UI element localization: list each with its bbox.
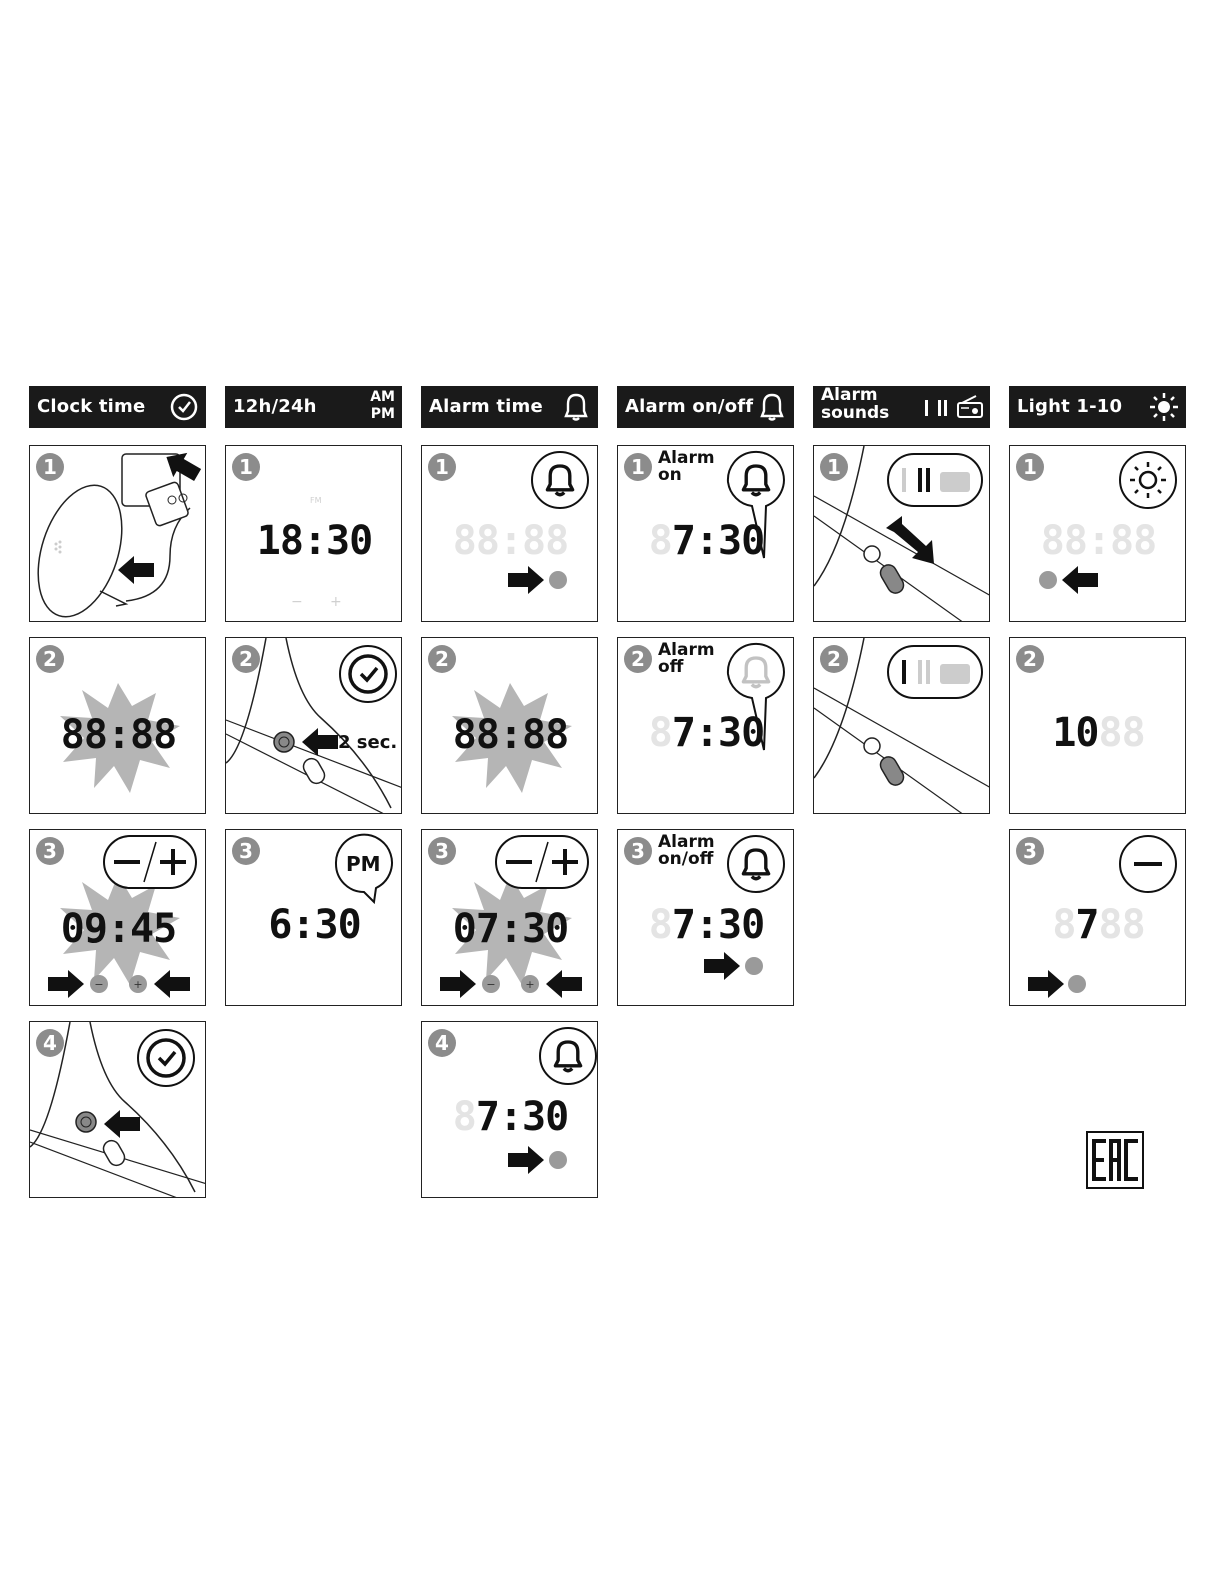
step-badge: 1 xyxy=(232,453,260,481)
alarm-time-step-2-panel xyxy=(421,637,598,814)
12h-step-3-panel xyxy=(225,829,402,1006)
step-badge: 2 xyxy=(428,645,456,673)
lcd-display: 09:45 xyxy=(60,906,177,952)
step-badge: 1 xyxy=(36,453,64,481)
lcd-display: 88:88 xyxy=(452,712,569,758)
two-seconds-label: 2 sec. xyxy=(338,732,398,753)
lcd-display: 88:88 xyxy=(60,712,177,758)
eac-certification-mark xyxy=(1086,1131,1144,1189)
header-alarm-on-off xyxy=(617,386,794,428)
step-badge: 3 xyxy=(428,837,456,865)
header-alarm-sounds xyxy=(813,386,990,428)
lcd-display: 6:30 xyxy=(268,902,361,948)
alarm-sounds-step-1-panel xyxy=(813,445,990,622)
lcd-display: 88:88 xyxy=(452,518,569,564)
step-badge: 2 xyxy=(232,645,260,673)
alarm-onoff-step-1-panel xyxy=(617,445,794,622)
step-badge: 4 xyxy=(428,1029,456,1057)
step-badge: 2 xyxy=(820,645,848,673)
clock-step-2-panel xyxy=(29,637,206,814)
header-title: Light 1-10 xyxy=(1017,396,1123,417)
bell-icon xyxy=(560,392,592,422)
header-light xyxy=(1009,386,1186,428)
header-title: Alarm sounds xyxy=(821,385,890,423)
step-badge: 1 xyxy=(428,453,456,481)
bell-icon xyxy=(756,392,788,422)
step-badge: 3 xyxy=(232,837,260,865)
svg-text:+: + xyxy=(133,978,143,991)
alarm-time-step-3-panel xyxy=(421,829,598,1006)
header-12h-24h xyxy=(225,386,402,428)
svg-text:−: − xyxy=(94,978,104,991)
step-badge: 2 xyxy=(624,645,652,673)
clock-icon xyxy=(168,392,200,422)
header-title: 12h/24h xyxy=(233,396,317,417)
plus-label: + xyxy=(330,594,342,610)
step-badge: 3 xyxy=(1016,837,1044,865)
header-title: Alarm on/off xyxy=(625,396,754,417)
sound-radio-icon xyxy=(922,392,986,422)
12h-step-1-panel xyxy=(225,445,402,622)
step-badge: 3 xyxy=(36,837,64,865)
clock-step-1-panel xyxy=(29,445,206,622)
step-badge: 2 xyxy=(36,645,64,673)
step-badge: 3 xyxy=(624,837,652,865)
alarm-onoff-step-2-panel xyxy=(617,637,794,814)
light-step-3-panel xyxy=(1009,829,1186,1006)
alarm-time-step-1-panel xyxy=(421,445,598,622)
light-step-2-panel xyxy=(1009,637,1186,814)
lcd-display: 07:30 xyxy=(452,906,569,952)
alarm-sounds-step-2-panel xyxy=(813,637,990,814)
alarm-onoff-label: Alarm on/off xyxy=(658,832,715,869)
step-badge: 4 xyxy=(36,1029,64,1057)
step-badge: 1 xyxy=(1016,453,1044,481)
lcd-display: 87:30 xyxy=(648,518,765,564)
header-clock-time xyxy=(29,386,206,428)
sun-icon xyxy=(1148,392,1180,422)
lcd-display: 87:30 xyxy=(452,1094,569,1140)
alarm-off-label: Alarm off xyxy=(658,640,715,677)
step-badge: 1 xyxy=(820,453,848,481)
lcd-display: 18:30 xyxy=(256,518,373,564)
lcd-display: 87:30 xyxy=(648,710,765,756)
step-badge: 2 xyxy=(1016,645,1044,673)
alarm-onoff-step-3-panel xyxy=(617,829,794,1006)
alarm-on-label: Alarm on xyxy=(658,448,715,485)
clock-step-4-panel xyxy=(29,1021,206,1198)
alarm-time-step-4-panel xyxy=(421,1021,598,1198)
pm-bubble: PM xyxy=(346,852,381,876)
lcd-display: 8788 xyxy=(1052,902,1145,948)
12h-step-2-panel xyxy=(225,637,402,814)
header-title: Alarm time xyxy=(429,396,543,417)
svg-text:+: + xyxy=(525,978,535,991)
clock-step-3-panel xyxy=(29,829,206,1006)
fm-indicator: FM xyxy=(310,496,322,505)
light-step-1-panel xyxy=(1009,445,1186,622)
header-title: Clock time xyxy=(37,396,146,417)
lcd-display: 1088 xyxy=(1052,710,1145,756)
lcd-display: 88:88 xyxy=(1040,518,1157,564)
lcd-display: 87:30 xyxy=(648,902,765,948)
am-pm-label: AM PM xyxy=(370,389,395,422)
header-alarm-time xyxy=(421,386,598,428)
step-badge: 1 xyxy=(624,453,652,481)
minus-label: − xyxy=(291,594,303,610)
svg-text:−: − xyxy=(486,978,496,991)
